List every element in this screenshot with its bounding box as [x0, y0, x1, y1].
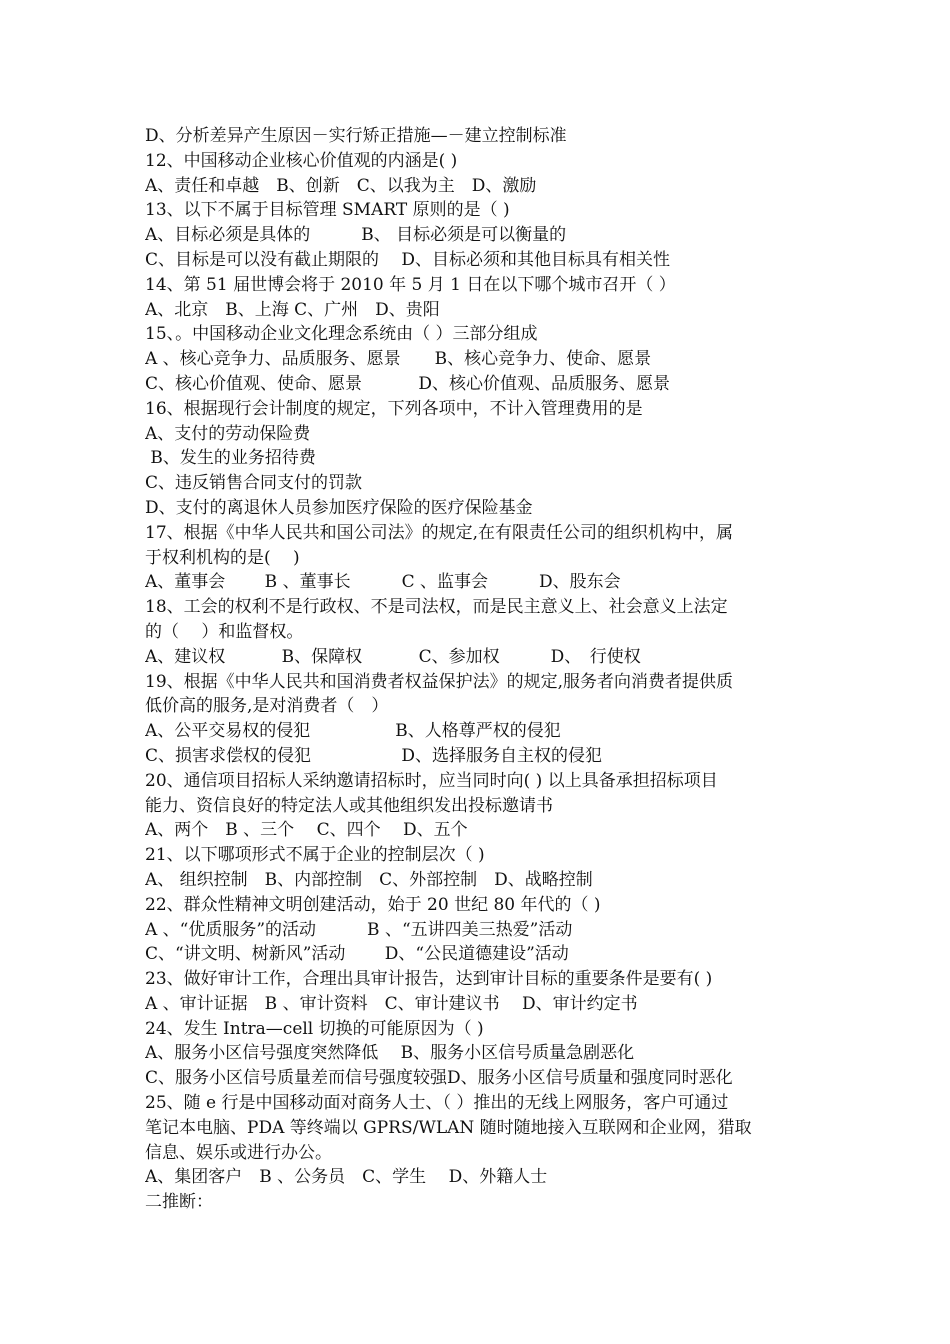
- text-line: C、损害求偿权的侵犯 D、选择服务自主权的侵犯: [145, 745, 603, 766]
- text-line: A、公平交易权的侵犯 B、人格尊严权的侵犯: [145, 721, 561, 742]
- text-line: A、 组织控制 B、内部控制 C、外部控制 D、战略控制: [145, 869, 593, 890]
- text-line: 19、根据《中华人民共和国消费者权益保护法》的规定,服务者向消费者提供质: [145, 671, 734, 692]
- text-line: 16、根据现行会计制度的规定，下列各项中，不计入管理费用的是: [145, 398, 643, 419]
- text-line: A 、核心竞争力、品质服务、愿景 B、核心竞争力、使命、愿景: [145, 349, 652, 370]
- text-line: 14、第 51 届世博会将于 2010 年 5 月 1 日在以下哪个城市召开（ ）: [145, 274, 676, 295]
- text-line: A、支付的劳动保险费: [145, 423, 311, 444]
- text-line: 12、中国移动企业核心价值观的内涵是( ): [145, 150, 458, 171]
- text-line: A、服务小区信号强度突然降低 B、服务小区信号质量急剧恶化: [145, 1043, 635, 1064]
- text-line: 24、发生 Intra—cell 切换的可能原因为（ ): [145, 1018, 484, 1039]
- text-line: 20、通信项目招标人采纳邀请招标时，应当同时向( ) 以上具备承担招标项目: [145, 770, 718, 791]
- text-line: 23、做好审计工作，合理出具审计报告，达到审计目标的重要条件是要有( ): [145, 969, 713, 990]
- text-line: C、违反销售合同支付的罚款: [145, 473, 363, 494]
- text-line: A、北京 B、上海 C、广州 D、贵阳: [145, 299, 440, 320]
- text-line: 低价高的服务,是对消费者（ ）: [145, 696, 389, 717]
- text-line: D、分析差异产生原因－实行矫正措施—－建立控制标准: [145, 126, 567, 146]
- text-line: A、董事会 B 、董事长 C 、监事会 D、股东会: [145, 572, 621, 593]
- text-line: 能力、资信良好的特定法人或其他组织发出投标邀请书: [145, 795, 553, 816]
- text-line: 15、。中国移动企业文化理念系统由（ ）三部分组成: [145, 324, 538, 345]
- text-line: 25、随 e 行是中国移动面对商务人士、（ ）推出的无线上网服务，客户可通过: [145, 1093, 729, 1114]
- text-line: 13、以下不属于目标管理 SMART 原则的是（ ): [145, 200, 510, 221]
- text-line: C、核心价值观、使命、愿景 D、核心价值观、品质服务、愿景: [145, 373, 671, 394]
- text-line: A、责任和卓越 B、创新 C、以我为主 D、激励: [145, 175, 537, 196]
- text-line: C、目标是可以没有截止期限的 D、目标必须和其他目标具有相关性: [145, 249, 671, 270]
- text-line: 18、工会的权利不是行政权、不是司法权，而是民主意义上、社会意义上法定: [145, 597, 728, 618]
- text-line: C、“讲文明、树新风”活动 D、“公民道德建设”活动: [145, 944, 569, 965]
- document-body: [145, 124, 810, 1215]
- text-line: A、两个 B 、三个 C、四个 D、五个: [145, 820, 468, 841]
- text-line: 二推断：: [145, 1192, 213, 1213]
- text-line: 的（ ）和监督权。: [145, 621, 304, 642]
- text-line: A、目标必须是具体的 B、 目标必须是可以衡量的: [145, 225, 567, 246]
- text-line: C、服务小区信号质量差而信号强度较强D、服务小区信号质量和强度同时恶化: [145, 1068, 733, 1089]
- text-line: A 、审计证据 B 、审计资料 C、审计建议书 D、审计约定书: [145, 993, 638, 1014]
- text-line: A 、“优质服务”的活动 B 、“五讲四美三热爱”活动: [145, 919, 573, 940]
- text-line: 信息、娱乐或进行办公。: [145, 1142, 332, 1163]
- text-line: A、建议权 B、保障权 C、参加权 D、 行使权: [145, 646, 641, 667]
- text-line: 于权利机构的是( ): [145, 547, 300, 568]
- text-line: D、支付的离退休人员参加医疗保险的医疗保险基金: [145, 497, 533, 518]
- text-line: 22、群众性精神文明创建活动，始于 20 世纪 80 年代的（ ): [145, 894, 601, 915]
- text-line: 21、以下哪项形式不属于企业的控制层次（ ): [145, 845, 485, 866]
- text-line: 笔记本电脑、PDA 等终端以 GPRS/WLAN 随时随地接入互联网和企业网，猎取: [145, 1117, 752, 1138]
- text-line: B、发生的业务招待费: [145, 448, 316, 469]
- text-line: 17、根据《中华人民共和国公司法》的规定,在有限责任公司的组织机构中，属: [145, 522, 734, 543]
- text-line: A、集团客户 B 、公务员 C、学生 D、外籍人士: [145, 1167, 548, 1188]
